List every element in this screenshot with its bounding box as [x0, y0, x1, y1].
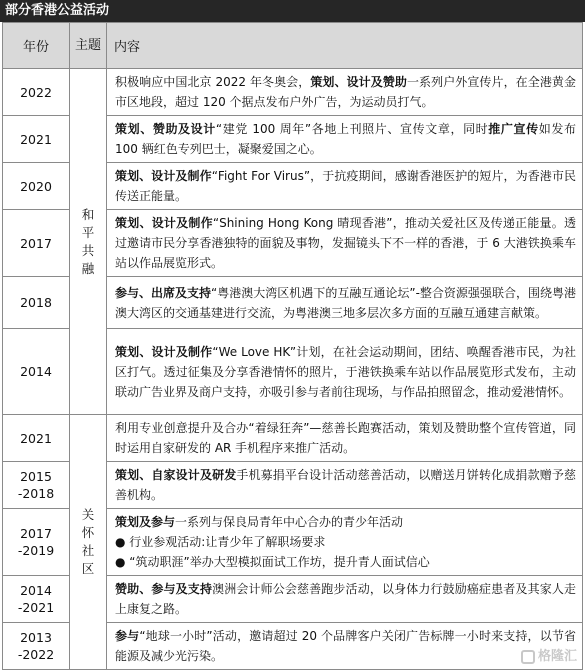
year-cell: 2014	[3, 329, 70, 415]
year-cell: 2022	[3, 69, 70, 116]
table-row	[3, 415, 583, 462]
header-year: 年份	[3, 23, 70, 69]
year-cell: 2018	[3, 277, 70, 329]
year-cell: 2017 -2019	[3, 509, 70, 576]
watermark: 格隆汇	[521, 645, 577, 664]
year-cell: 2021	[3, 116, 70, 163]
logo-icon	[521, 650, 535, 664]
year-cell: 2017	[3, 210, 70, 277]
content-cell: 策划及参与一系列与保良局青年中心合办的青少年活动 ● 行业参观活动:让青少年了解职场要求 ● “筑动职涯”举办大型模拟面试工作坊，提升青人面试信心	[107, 509, 583, 576]
year-cell: 2021	[3, 415, 70, 462]
theme-care: 关 怀 社 区	[70, 415, 107, 670]
year-cell: 2014 -2021	[3, 576, 70, 623]
theme-harmony: 和 平 共 融	[70, 69, 107, 415]
content-cell: 策划、设计及制作“Shining Hong Kong 晴现香港”，推动关爱社区及传递正能量。透过邀请市民分享香港独特的面貌及事物，发掘镜头下不一样的香港，于 6 大港铁换乘车站以作品展览形式。	[107, 210, 583, 277]
year-cell: 2013 -2022	[3, 623, 70, 670]
content-cell: 策划、设计及制作“Fight For Virus”，于抗疫期间，感谢香港医护的短片，为香港市民传送正能量。	[107, 163, 583, 210]
table-row	[3, 69, 583, 116]
bullet-item: ● “筑动职涯”举办大型模拟面试工作坊，提升青人面试信心	[115, 555, 430, 569]
year-cell: 2015 -2018	[3, 462, 70, 509]
content-cell: 参与、出席及支持“粤港澳大湾区机遇下的互融互通论坛”-整合资源强强联合，围绕粤港澳大湾区的交通基建进行交流，为粤港澳三地多层次多方面的互融互通建言献策。	[107, 277, 583, 329]
content-cell: 策划、赞助及设计“建党 100 周年”各地上刊照片、宣传文章，同时推广宣传如发布 100 辆红色专列巴士，凝聚爱国之心。	[107, 116, 583, 163]
header-row	[3, 23, 583, 69]
header-content: 内容	[107, 23, 583, 69]
content-cell: 赞助、参与及支持澳洲会计师公会慈善跑步活动，以身体力行鼓励癌症患者及其家人走上康复之路。	[107, 576, 583, 623]
content-cell: 策划、自家设计及研发手机募捐平台设计活动慈善活动，以赠送月饼转化成捐款赠予慈善机构。	[107, 462, 583, 509]
content-cell: 参与“地球一小时”活动，邀请超过 20 个品牌客户关闭广告标牌一小时来支持，以节省能源及减少光污染。	[107, 623, 583, 670]
table-title: 部分香港公益活动	[0, 0, 585, 22]
content-cell: 利用专业创意提升及合办“着绿狂奔”—慈善长跑赛活动，策划及赞助整个宣传管道，同时运用自家研发的 AR 手机程序来推广活动。	[107, 415, 583, 462]
year-cell: 2020	[3, 163, 70, 210]
charity-activities-table	[2, 22, 583, 670]
bullet-item: ● 行业参观活动:让青少年了解职场要求	[115, 535, 326, 549]
content-cell: 积极响应中国北京 2022 年冬奥会，策划、设计及赞助一系列户外宣传片，在全港黄金市区地段，超过 120 个据点发布户外广告，为运动员打气。	[107, 69, 583, 116]
header-theme: 主题	[70, 23, 107, 69]
content-cell: 策划、设计及制作“We Love HK”计划，在社会运动期间，团结、唤醒香港市民，为社区打气。透过征集及分享香港情怀的照片，于港铁换乘车站以作品展览形式发布，主动联动广告业界及商户支持，亦吸引参与者前往现场，与作品拍照留念，推动爱港情怀。	[107, 329, 583, 415]
